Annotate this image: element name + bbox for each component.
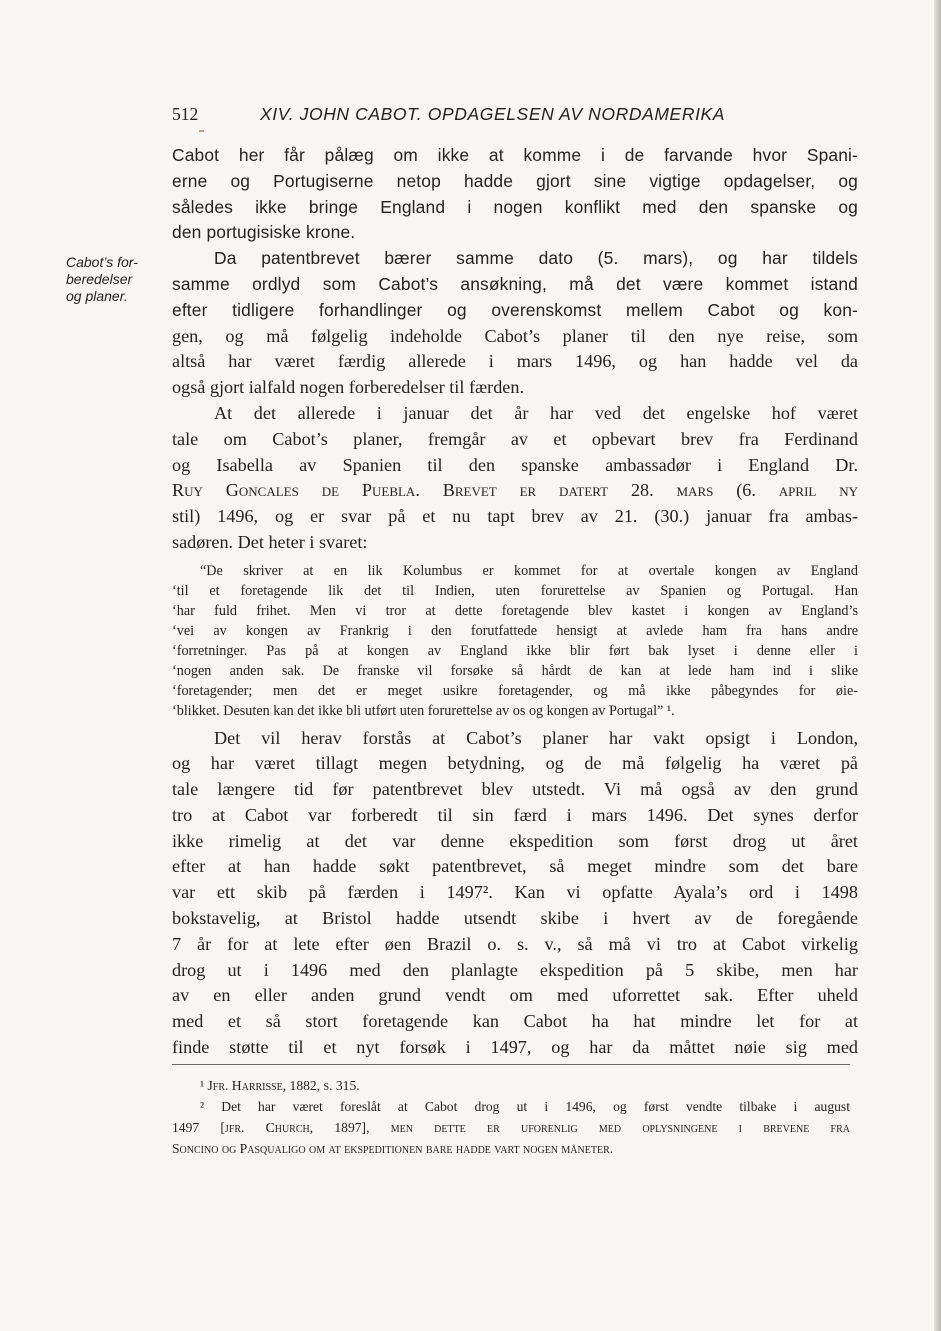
footnote-rule [172, 1064, 850, 1065]
body-line: var ett skib på færden i 1497². Kan vi opfatte Ayala’s ord i 1498 [172, 882, 858, 903]
body-line: erne og Portugiserne netop hadde gjort sine vigtige opdagelser, og [172, 170, 858, 191]
footnote-line: 1497 [jfr. Church, 1897], men dette er uforenlig med oplysningene i brevene fra [172, 1120, 850, 1135]
body-line: den portugisiske krone. [172, 222, 356, 243]
page-number: 512 [172, 104, 199, 124]
body-line: efter at han hadde søkt patentbrevet, så meget mindre som det bare [172, 856, 858, 877]
quote-line: ‘blikket. Desuten kan det ikke bli utført uten forurettelse av os og kongen av Portugal” ¹. [172, 703, 675, 720]
body-line: med et så stort foretagende kan Cabot ha hat mindre let for at [172, 1011, 858, 1032]
page-edge-shadow [934, 0, 941, 1331]
body-line: samme ordlyd som Cabot’s ansøkning, må det være kommet istand [172, 273, 858, 294]
body-line: Cabot her får pålæg om ikke at komme i de farvande hvor Spani- [172, 145, 858, 165]
margin-note [66, 254, 176, 305]
quote-line: ‘til et foretagende lik det til Indien, uten forurettelse av Spanien og Portugal. Han [172, 582, 858, 599]
margin-note-line: Cabot’s for- [66, 254, 138, 270]
body-line: av en eller anden grund vendt om med uforrettet sak. Efter uheld [172, 985, 858, 1006]
body-line: gen, og må følgelig indeholde Cabot’s planer til den nye reise, som [172, 325, 858, 346]
quote-line: ‘forretninger. Pas på at kongen av England ikke blir ført bak lyset i denne eller i [172, 643, 858, 660]
footnote-line: ² Det har været foreslåt at Cabot drog ut i 1496, og først vendte tilbake i august [200, 1099, 850, 1114]
body-line: og Isabella av Spanien til den spanske ambassadør i England Dr. [172, 454, 858, 475]
body-line: tro at Cabot var forberedt til sin færd i mars 1496. Det synes derfor [172, 804, 858, 825]
footnotes [172, 1064, 850, 1159]
body-line: Da patentbrevet bærer samme dato (5. mars), og har tildels [214, 248, 858, 269]
body-line: Ruy Goncales de Puebla. Brevet er datert 28. mars (6. april ny [172, 480, 858, 501]
body-line: bokstavelig, at Bristol hadde utsendt skibe i hvert av de foregående [172, 908, 858, 929]
quote-line: ‘nogen anden sak. De franske vil forsøke så hårdt de kan at lede ham ind i slike [172, 663, 858, 680]
running-header [172, 104, 862, 132]
quote-line: ‘vei av kongen av Frankrig i den forutfattede hensigt at avlede ham fra hans andre [172, 623, 858, 640]
body-line: efter tidligere forhandlinger og overenskomst mellem Cabot og kon- [172, 299, 858, 320]
main-text [172, 143, 858, 1061]
body-line: At det allerede i januar det år har ved det engelske hof været [214, 402, 858, 423]
running-title: XIV. JOHN CABOT. OPDAGELSEN AV NORDAMERIKA [260, 104, 726, 124]
body-line: drog ut i 1496 med den planlagte ekspedition på 5 skibe, men har [172, 959, 858, 980]
body-line: Det vil herav forstås at Cabot’s planer har vakt opsigt i London, [214, 727, 858, 748]
body-line: sadøren. Det heter i svaret: [172, 531, 368, 552]
printer-mark [199, 130, 204, 132]
quote-line: ‘har fuld frihet. Men vi tror at dette foretagende blev kastet i kongen av England’s [172, 602, 858, 619]
body-line: ikke rimelig at det var denne ekspedition som først drog ut året [172, 830, 858, 851]
body-line: stil) 1496, og er svar på et nu tapt brev av 21. (30.) januar fra ambas- [172, 506, 858, 527]
quote-line: “De skriver at en lik Kolumbus er kommet for at overtale kongen av England [200, 562, 858, 579]
body-line: og har været tillagt megen betydning, og de må følgelig ha været på [172, 753, 858, 774]
body-line: også gjort ialfald nogen forberedelser til færden. [172, 377, 525, 398]
footnote-line: ¹ Jfr. Harrisse, 1882, s. 315. [200, 1078, 360, 1093]
quote-line: ‘foretagender; men det er meget usikre foretagender, og må ikke påbegyndes for øie- [172, 683, 858, 700]
margin-note-line: og planer. [66, 288, 128, 304]
body-line: finde støtte til et nyt forsøk i 1497, og har da måttet nøie sig med [172, 1037, 858, 1058]
body-line: 7 år for at lete efter øen Brazil o. s. v., så må vi tro at Cabot virkelig [172, 933, 858, 954]
body-line: altså har været færdig allerede i mars 1496, og han hadde vel da [172, 351, 858, 372]
body-line: således ikke bringe England i nogen konflikt med den spanske og [172, 196, 858, 217]
body-line: tale længere tid før patentbrevet blev utstedt. Vi må også av den grund [172, 779, 858, 800]
footnote-line: Soncino og Pasqualigo om at ekspeditionen bare hadde vart nogen måneter. [172, 1141, 614, 1156]
margin-note-line: beredelser [66, 271, 133, 287]
body-line: tale om Cabot’s planer, fremgår av et opbevart brev fra Ferdinand [172, 428, 858, 449]
